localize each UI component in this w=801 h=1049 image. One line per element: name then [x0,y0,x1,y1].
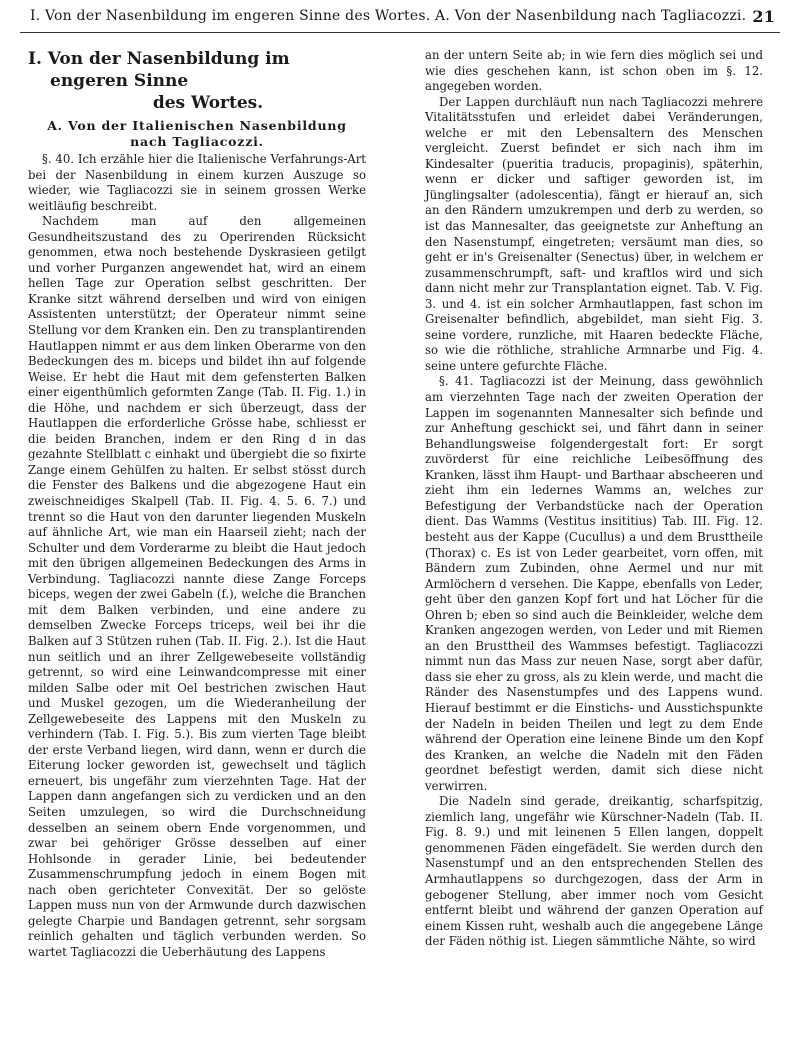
subsection-title-line-1: A. Von der Italienischen Nasenbildung [47,118,347,133]
running-header [30,8,775,30]
page-number: 21 [752,7,775,26]
section-title-line-2: des Wortes. [152,93,264,113]
left-column [28,48,366,960]
section-title-line-1: I. Von der Nasenbildung im engeren Sinne [28,49,290,91]
paragraph-41: §. 41. Tagliacozzi ist der Meinung, dass gewöhnlich am vierzehnten Tage nach der zweiten Operation der Lappen im sogenannten Mannesalter sich befinde und zur Anheftung geschickt sei, und fährt dann in seiner Behandlungsweise folgendergestalt fort: Er sorgt zuvörderst für eine reichliche Leibesöffnung des Kranken, lässt ihm Haupt- und Barthaar abscheeren und zieht ihm ein ledernes Wamms an, welches zur Befestigung der Verbandstücke nach der Operation dient. Das Wamms (Vestitus insititius) Tab. III. Fig. 12. besteht aus der Kappe (Cucullus) a und dem Brusttheile (Thorax) c. Es ist von Leder gearbeitet, vorn offen, mit Bändern zum Zubinden, ohne Aermel und nur mit Armlöchern d versehen. Die Kappe, ebenfalls von Leder, geht über den ganzen Kopf fort und hat Löcher für die Ohren b; eben so sind auch die Beinkleider, welche dem Kranken angezogen werden, von Leder und mit Riemen an den Brusttheil des Wammses befestigt. Tagliacozzi nimmt nun das Mass zur neuen Nase, sorgt aber dafür, dass sie eher zu gross, als zu klein werde, und macht die Ränder des Nasenstumpfes und des Lappens wund. Hierauf bestimmt er die Einstichs- und Ausstichspunkte der Nadeln in beiden Theilen und legt zu dem Ende während der Operation eine leinene Binde um den Kopf des Kranken, an welche die Nadeln mit den Fäden geordnet befestigt werden, damit sich diese nicht verwirren. [425,374,763,793]
subsection-title-line-2: nach Tagliacozzi. [130,134,264,149]
subsection-title [28,118,366,150]
paragraph-40-intro: §. 40. Ich erzähle hier die Italienische Verfahrungs-Art bei der Nasenbildung in einem kurzen Auszuge so wieder, wie Tagliacozzi sie in seinem grossen Werke weitläufig beschreibt. [28,152,366,213]
header-rule [20,32,780,33]
section-title [28,48,366,114]
right-column [425,48,763,950]
running-title: I. Von der Nasenbildung im engeren Sinne des Wortes. A. Von der Nasenbildung nach Tagliacozzi. [30,8,747,24]
paragraph-vitality-stages: Der Lappen durchläuft nun nach Tagliacozzi mehrere Vitalitätsstufen und erleidet dabei Veränderungen, welche er mit den Lebensaltern des Menschen vergleicht. Zuerst befindet er sich nach ihm im Kindesalter (pueritia traducis, propaginis), späterhin, wenn er dicker und saftiger geworden ist, im Jünglingsalter (adolescentia), fängt er hierauf an, sich an den Rändern umzukrempen und derb zu werden, so ist das Mannesalter, das geeignetste zur Anheftung an den Nasenstumpf, eingetreten; versäumt man dies, so geht er in's Greisenalter (Senectus) über, in welchem er zusammenschrumpft, saft- und kraftlos wird und sich dann nicht mehr zur Transplantation eignet. Tab. V. Fig. 3. und 4. ist ein solcher Armhautlappen, fast schon im Greisenalter befindlich, abgebildet, man sieht Fig. 3. seine vordere, runzliche, mit Haaren bedeckte Fläche, so wie die röthliche, strahliche Armnarbe und Fig. 4. seine untere gefurchte Fläche. [425,94,763,373]
paragraph-needles: Die Nadeln sind gerade, dreikantig, scharfspitzig, ziemlich lang, ungefähr wie Kürschner-Nadeln (Tab. II. Fig. 8. 9.) und mit leinenen 5 Ellen langen, doppelt genommenen Fäden eingefädelt. Sie werden durch den Nasenstumpf und an den entsprechenden Stellen des Armhautlappens so durchgezogen, dass der Arm in gebogener Stellung, aber immer noch vom Gesicht entfernt bleibt und während der ganzen Operation auf einem Kissen ruht, weshalb auch die angegebene Länge der Fäden nöthig ist. Liegen sämmtliche Nähte, so wird [425,794,763,949]
paragraph-continuation: an der untern Seite ab; in wie fern dies möglich sei und wie dies geschehen kann, ist schon oben im §. 12. angegeben worden. [425,48,763,94]
paragraph-40-procedure: Nachdem man auf den allgemeinen Gesundheitszustand des zu Operirenden Rücksicht genommen, etwa noch bestehende Dyskrasieen getilgt und vorher Purganzen angewendet hat, wird an einem hellen Tage zur Operation selbst geschritten. Der Kranke sitzt während derselben und wird von einigen Assistenten unterstützt; der Operateur nimmt seine Stellung vor dem Kranken ein. Den zu transplantirenden Hautlappen nimmt er aus dem linken Oberarme von den Bedeckungen des m. biceps und bildet ihn auf folgende Weise. Er hebt die Haut mit dem gefensterten Balken einer eigenthümlich geformten Zange (Tab. II. Fig. 1.) in die Höhe, und nachdem er sich überzeugt, dass der Hautlappen die erforderliche Grösse habe, schliesst er die beiden Branchen, indem er den Ring d in das gezahnte Stellblatt c einhakt und übergiebt die so fixirte Zange einem Gehülfen zu halten. Er selbst stösst durch die Fenster des Balkens und die abgezogene Haut ein zweischneidiges Skalpell (Tab. II. Fig. 4. 5. 6. 7.) und trennt so die Haut von den darunter liegenden Muskeln auf ähnliche Art, wie man ein Haarseil zieht; nach der Schulter und dem Vorderarme zu bleibt die Haut jedoch mit den übrigen allgemeinen Bedeckungen des Arms in Verbindung. Tagliacozzi nannte diese Zange Forceps biceps, wegen der zwei Gabeln (f.), welche die Branchen mit dem Balken verbinden, und eine andere zu demselben Zwecke Forceps triceps, weil bei ihr die Balken auf 3 Stützen ruhen (Tab. II. Fig. 2.). Ist die Haut nun seitlich und an ihrer Zellgewebeseite vollständig getrennt, so wird eine Leinwandcompresse mit einer milden Salbe oder mit Oel bestrichen zwischen Haut und Muskel gezogen, um die Wiederanheilung der Zellgewebeseite des Lappens mit den Muskeln zu verhindern (Tab. I. Fig. 5.). Bis zum vierten Tage bleibt der erste Verband liegen, wird dann, wenn er durch die Eiterung locker geworden ist, gewechselt und täglich erneuert, bis ungefähr zum vierzehnten Tage. Hat der Lappen dann angefangen sich zu verdicken und an den Seiten umzulegen, so wird die Durchschneidung desselben an seinem obern Ende vorgenommen, und zwar bei gehöriger Grösse desselben auf einer Hohlsonde in gerader Linie, bei bedeutender Zusammenschrumpfung jedoch in einem Bogen mit nach oben gerichteter Convexität. Der so gelöste Lappen muss nun von der Armwunde durch dazwischen gelegte Charpie und Bandagen getrennt, sehr sorgsam reinlich gehalten und täglich verbunden werden. So wartet Tagliacozzi die Ueberhäutung des Lappens [28,214,366,959]
